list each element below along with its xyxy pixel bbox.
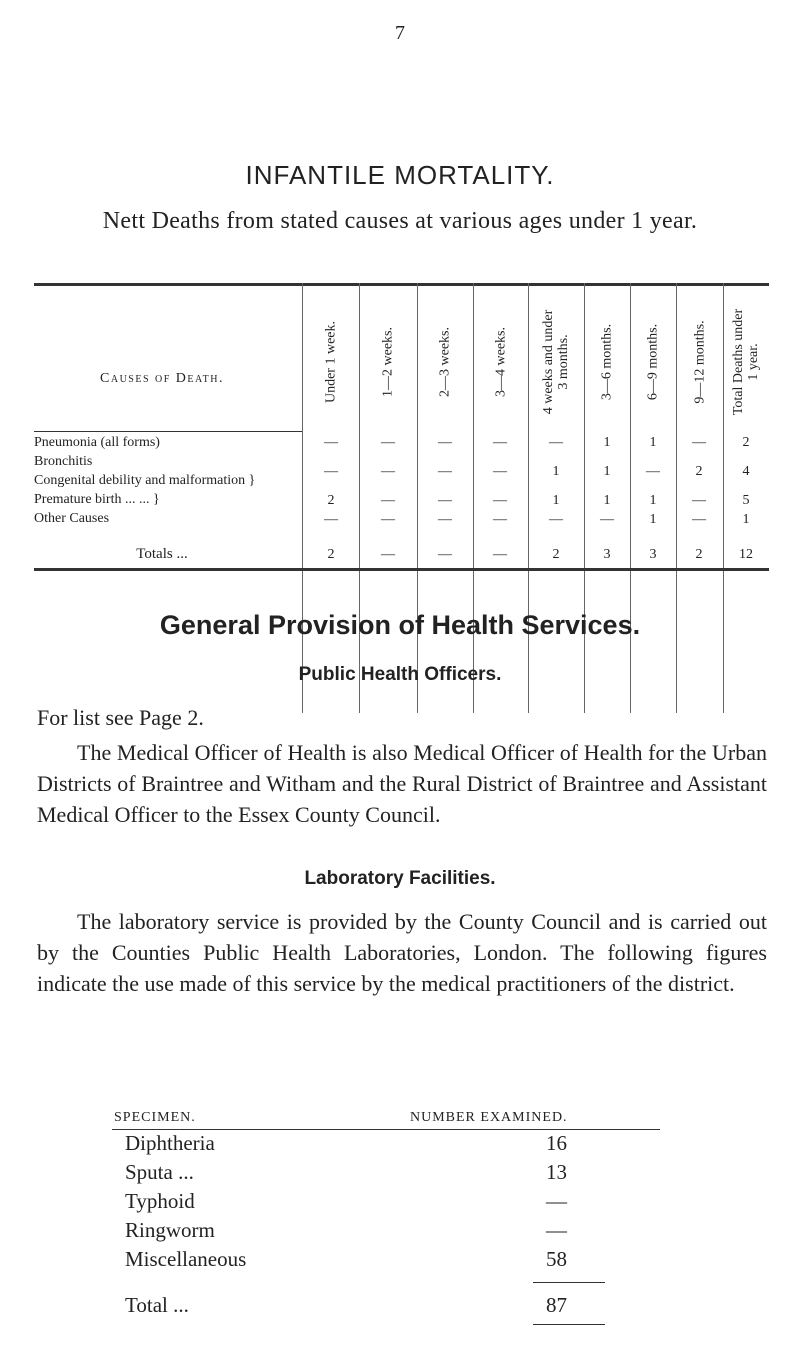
column-header-total-deaths: Total Deaths under 1 year. [731, 308, 761, 416]
row-label-congenital: Congenital debility and malformation } [34, 473, 256, 488]
page-subtitle: Nett Deaths from stated causes at various ages under 1 year. [102, 208, 698, 234]
specimen-table [37, 1110, 657, 1350]
column-header-3-6-months: 3—6 months. [599, 323, 615, 401]
specimen-count: 58 [546, 1247, 567, 1271]
page-number: 7 [395, 22, 405, 44]
subheading-public-health-officers: Public Health Officers. [298, 664, 502, 685]
header-rule [112, 1129, 660, 1130]
table-cell: — [493, 464, 507, 479]
column-header-1-2-weeks: 1—2 weeks. [380, 327, 396, 397]
totals-cell: — [381, 547, 395, 562]
column-header-under-1-week: Under 1 week. [323, 320, 338, 404]
list-note: For list see Page 2. [37, 705, 204, 730]
column-header-3-4-weeks: 3—4 weeks. [493, 327, 508, 397]
section-heading: General Provision of Health Services. [159, 610, 641, 640]
table-cell: — [600, 512, 614, 527]
column-header-6-9-months: 6—9 months. [645, 323, 661, 401]
column-header-9-12-months: 9—12 months. [692, 320, 707, 404]
table-bottom-rule [34, 568, 769, 571]
row-label-other-causes: Other Causes [34, 511, 110, 526]
table-cell: 5 [742, 493, 750, 508]
column-header-2-3-weeks: 2—3 weeks. [437, 327, 453, 397]
specimen-count: — [546, 1189, 567, 1213]
specimen-name: Typhoid [125, 1189, 195, 1213]
specimen-count: — [546, 1218, 567, 1242]
table-cell: 1 [603, 493, 611, 508]
table-cell: 1 [742, 512, 750, 527]
header-rule [34, 431, 302, 432]
row-label-bronchitis: Bronchitis [34, 454, 93, 469]
number-examined-column-header: NUMBER EXAMINED. [410, 1110, 568, 1125]
officer-paragraph: The Medical Officer of Health is also Medical Officer of Health for the Urban Districts of Braintree and Witham and the Rural District of Braintree and Assistant Medical Officer to the Essex County Council. [37, 740, 767, 827]
totals-cell: 3 [649, 547, 657, 562]
total-rule [533, 1282, 605, 1283]
table-cell: 1 [603, 435, 611, 450]
subheading-laboratory-facilities: Laboratory Facilities. [304, 868, 496, 889]
table-cell: 2 [742, 435, 750, 450]
table-cell: — [549, 435, 563, 450]
specimen-name: Miscellaneous [125, 1247, 247, 1271]
totals-cell: — [438, 547, 452, 562]
specimen-name: Ringworm [125, 1218, 215, 1242]
totals-cell: 12 [739, 547, 753, 562]
total-label: Total ... [125, 1293, 189, 1317]
specimen-name: Sputa ... [125, 1160, 194, 1184]
table-cell: — [381, 512, 395, 527]
table-cell: — [438, 435, 452, 450]
totals-cell: — [493, 547, 507, 562]
lab-paragraph: The laboratory service is provided by the County Council and is carried out by the Counties Public Health Laboratories, London. The following figures indicate the use made of this service by the medical practitioners of the district. [37, 909, 767, 996]
causes-of-death-header: Causes of Death. [100, 371, 224, 386]
table-cell: — [493, 493, 507, 508]
table-cell: 1 [649, 512, 657, 527]
totals-cell: 2 [327, 547, 335, 562]
table-cell: 1 [603, 464, 611, 479]
column-header-4-weeks-3-months: 4 weeks and under 3 months. [541, 309, 571, 415]
total-bottom-rule [533, 1324, 605, 1325]
table-cell: — [381, 493, 395, 508]
table-cell: 1 [552, 464, 560, 479]
totals-cell: 2 [695, 547, 703, 562]
table-cell: — [692, 493, 706, 508]
table-cell: — [438, 464, 452, 479]
table-cell: — [493, 512, 507, 527]
totals-cell: 2 [552, 547, 560, 562]
table-cell: — [381, 464, 395, 479]
specimen-name: Diphtheria [125, 1131, 215, 1155]
table-cell: — [692, 512, 706, 527]
table-cell: 2 [695, 464, 703, 479]
infant-mortality-table [34, 283, 769, 715]
table-cell: — [549, 512, 563, 527]
row-label-pneumonia: Pneumonia (all forms) [34, 435, 160, 450]
table-cell: — [646, 464, 660, 479]
table-cell: 1 [649, 493, 657, 508]
table-cell: — [324, 435, 338, 450]
table-cell: 1 [552, 493, 560, 508]
table-cell: — [438, 493, 452, 508]
table-cell: 4 [742, 464, 750, 479]
table-cell: — [438, 512, 452, 527]
specimen-column-header: SPECIMEN. [114, 1110, 196, 1125]
table-cell: — [381, 435, 395, 450]
table-cell: — [493, 435, 507, 450]
totals-label: Totals ... [136, 546, 188, 562]
page-title: INFANTILE MORTALITY. [245, 160, 555, 190]
specimen-count: 13 [546, 1160, 567, 1184]
row-label-premature-birth: Premature birth ... ... } [34, 492, 160, 507]
totals-cell: 3 [603, 547, 611, 562]
table-cell: 1 [649, 435, 657, 450]
table-cell: — [324, 464, 338, 479]
table-cell: 2 [327, 493, 335, 508]
specimen-count: 16 [546, 1131, 567, 1155]
table-cell: — [324, 512, 338, 527]
table-cell: — [692, 435, 706, 450]
table-top-rule [34, 283, 769, 286]
total-count: 87 [546, 1293, 567, 1317]
